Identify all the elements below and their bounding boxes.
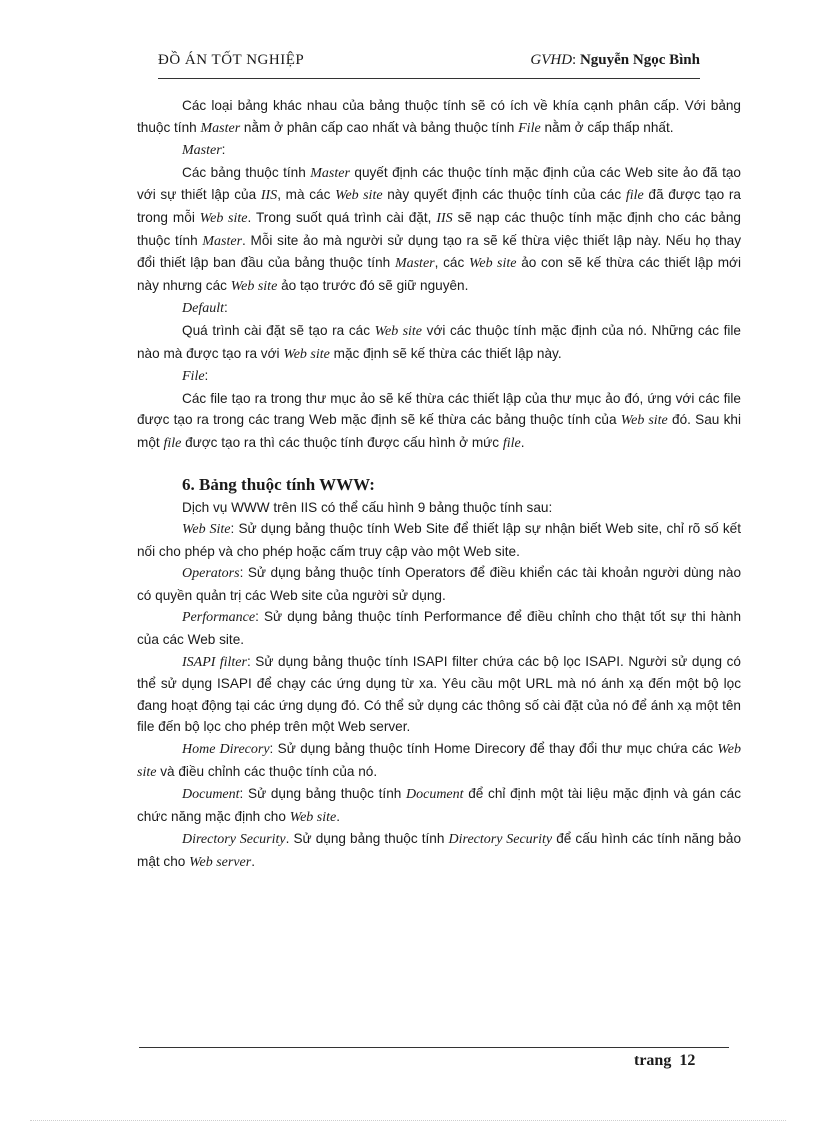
page-header [158,52,700,76]
italic-term: Directory Security [448,832,553,848]
text-run: Các loại bảng khác nhau của bảng thuộc tính sẽ có ích về khía cạnh phân cấp. Với bảng thuộc tính [137,98,741,135]
italic-term: Document [406,787,464,803]
item-term: Home Direcory [182,742,270,758]
paragraph-master [137,162,741,298]
item-desc: . Sử dụng bảng thuộc tính [285,831,449,847]
text-run: nằm ở phân cấp cao nhất và bảng thuộc tính [240,119,519,135]
italic-term: Web site [289,809,337,825]
paragraph-hierarchy [137,95,741,139]
page-body [137,95,741,874]
text-run: ảo tạo trước đó sẽ giữ nguyên. [277,277,469,293]
item-desc: : Sử dụng bảng thuộc tính Web Site để thiết lập sự nhận biết Web site, chỉ rõ số kết nối cho phép và cho phép hoặc cấm truy cập vào một Web site. [137,521,742,559]
text-run: đã được tạo ra trong mỗi [137,187,741,225]
italic-term: IIS [260,188,278,204]
text-run: ảo con sẽ kế thừa các thiết lập mới này nhưng các [137,255,741,293]
text-run: . Trong suốt quá trình cài đặt, [247,209,437,225]
subheading-master [137,139,741,162]
label-colon: : [204,368,209,384]
item-desc: : Sử dụng bảng thuộc tính ISAPI filter chứa các bộ lọc ISAPI. Người sử dụng có thể sử dụng ISAPI để chạy các ứng dụng từ xa. Yêu cầu một URL mà nó ánh xạ đến một bộ lọc đang hoạt động tại các ứng dụng đó. Có thể sử dụng các thông số cài đặt của nó để ánh xạ một tên file đến bộ lọc cho phép trên một Web server. [137,653,741,735]
item-home-directory [137,738,741,783]
text-run: mặc định sẽ kế thừa các thiết lập này. [329,345,562,361]
item-term: Document [182,787,240,803]
subheading-file [137,365,741,388]
text-run: . [520,434,525,450]
text-run: đó. Sau khi một [137,412,741,450]
page-bottom-dotted-edge [30,1120,786,1121]
italic-term: Web site [230,278,278,294]
item-operators [137,562,741,606]
supervisor-separator: : [572,52,580,68]
page-label: trang [634,1052,672,1069]
italic-term: File [518,120,541,136]
italic-term: Web site [137,742,742,780]
item-desc: để cấu hình các tính năng bảo mật cho [137,831,742,869]
italic-term: Web site [335,188,383,204]
italic-term: file [625,188,644,204]
label-colon: : [224,300,228,316]
italic-term: Master [200,120,241,136]
item-desc: : Sử dụng bảng thuộc tính Performance để điều chỉnh cho thật tốt sự thi hành của các Web site. [137,609,741,648]
item-web-site [137,518,741,562]
italic-term: file [502,435,521,451]
italic-term: Master [202,233,243,249]
section-intro: Dịch vụ WWW trên IIS có thể cấu hình 9 bảng thuộc tính sau: [182,499,553,515]
text-run: Các file tạo ra trong thư mục ảo sẽ kế thừa các thiết lập của thư mục ảo đó, ứng với các file được tạo ra trong các trang Web mặc định sẽ kế thừa các bảng thuộc tính của [137,390,741,428]
item-desc: : Sử dụng bảng thuộc tính Operators để điều khiển các tài khoản người dùng nào có quyền quản trị các Web site của người sử dụng. [137,565,741,603]
text-run: này quyết định các thuộc tính của các [382,187,626,203]
label-master: Master [182,143,222,159]
text-run: quyết định các thuộc tính mặc định của các Web site ảo đã tạo với sự thiết lập của [137,164,741,203]
item-term: Performance [182,610,256,626]
item-term: Operators [182,566,240,582]
page-footer [634,1052,695,1070]
paragraph-default [137,320,741,365]
section-spacer [137,455,741,473]
subheading-default [137,297,741,320]
item-desc: . [251,854,255,869]
header-supervisor [530,52,700,69]
supervisor-label: GVHD [530,52,573,68]
item-term: ISAPI filter [182,654,247,670]
italic-term: Web site [620,413,668,429]
item-term: Web Site [182,522,231,538]
label-colon: : [221,142,226,158]
italic-term: IIS [436,210,453,226]
text-run: với các thuộc tính mặc định của nó. Những các file nào mà được tạo ra với [137,322,741,361]
italic-term: Web server [189,855,252,870]
italic-term: Web site [283,346,330,362]
item-desc: : Sử dụng bảng thuộc tính [239,786,406,802]
text-run: . Mỗi site ảo mà người sử dụng tạo ra sẽ kế thừa việc thiết lập này. Nếu họ thay đổi thiết lập ban đầu của bảng thuộc tính [137,232,742,271]
text-run: Các bảng thuộc tính [182,164,311,180]
text-run: , các [434,255,469,271]
italic-term: Web site [374,323,423,339]
text-run: , mà các [277,187,336,203]
paragraph-file [137,388,741,455]
header-project-title: ĐỒ ÁN TỐT NGHIỆP [158,52,305,68]
item-desc: và điều chỉnh các thuộc tính của nó. [156,763,378,779]
header-rule [158,78,700,79]
text-run: sẽ nạp các thuộc tính mặc định cho các bảng thuộc tính [137,209,741,248]
italic-term: file [163,435,182,451]
label-file: File [182,369,205,385]
section-heading: 6. Bảng thuộc tính WWW: [182,474,375,494]
text-run: nằm ở cấp thấp nhất. [540,119,674,135]
item-desc: để chỉ định một tài liệu mặc định và gán các chức năng mặc định cho [137,786,741,824]
text-run: được tạo ra thì các thuộc tính được cấu hình ở mức [181,434,503,450]
item-desc: . [336,808,341,824]
text-run: Quá trình cài đặt sẽ tạo ra các [182,322,375,338]
item-performance [137,606,741,650]
item-directory-security [137,828,741,873]
supervisor-name: Nguyễn Ngọc Bình [579,52,700,68]
italic-term: Web site [199,210,248,226]
item-term: Directory Security [182,832,286,848]
footer-rule [139,1047,729,1048]
italic-term: Master [310,165,350,181]
label-default: Default [182,301,224,317]
item-document [137,783,741,828]
item-desc: : Sử dụng bảng thuộc tính Home Direcory để thay đổi thư mục chứa các [269,741,718,757]
page-number: 12 [679,1052,696,1069]
item-isapi-filter [137,651,741,738]
italic-term: Web site [469,256,517,272]
italic-term: Master [394,256,435,272]
